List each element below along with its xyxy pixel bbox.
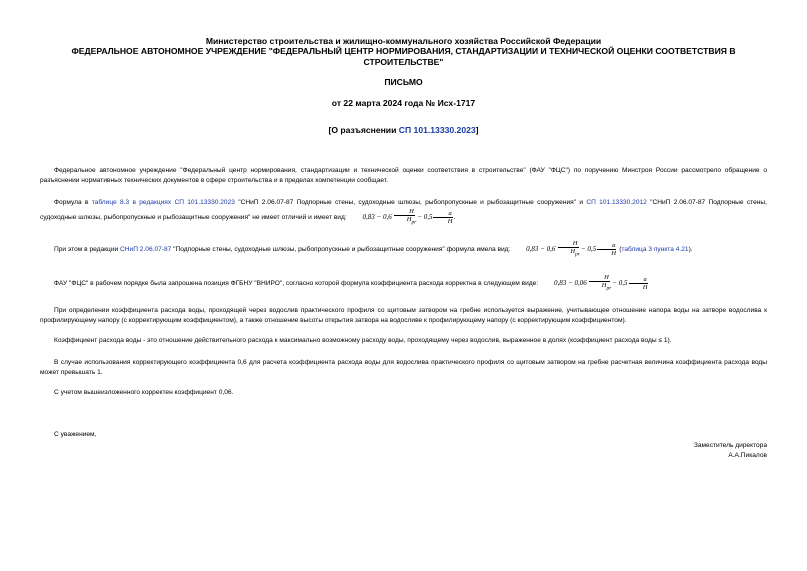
fraction: [629, 276, 648, 291]
fraction: [433, 210, 452, 225]
paragraph-case: В случае использования корректирующего коэффициента 0,6 для расчета коэффициента расхода воды для водослива практического профиля со щитовым затвором на гребне расчетная величина коэффициента расхода воды может превышать 1.: [40, 359, 767, 376]
formula-term: − 0,5: [417, 212, 433, 221]
fraction-numerator: a: [629, 276, 648, 284]
signatory-name: А.А.Пикалов: [728, 452, 767, 459]
fraction-numerator: H: [589, 274, 610, 282]
paragraph-intro: Федеральное автономное учреждение "Федеральный центр нормирования, стандартизации и технической оценки соответствия в строительстве" (ФАУ "ФЦС") по поручению Минстроя России рассмотрело обращение о разъяснении нормативных технических документов в сфере строительства и в пределах компетенции сообщает.: [40, 167, 767, 184]
denominator-subscript: pr: [411, 219, 417, 226]
denominator-subscript: pr: [575, 251, 580, 258]
fraction-numerator: a: [597, 242, 616, 250]
fraction: [393, 208, 417, 226]
ministry-name: Министерство строительства и жилищно-коммунального хозяйства Российской Федерации: [205, 36, 602, 46]
formula-current: [349, 208, 454, 226]
denominator-symbol: H: [406, 216, 412, 223]
link-snip[interactable]: СНиП 2.06.07-87: [120, 245, 172, 253]
formula-term: − 0,5: [580, 244, 597, 253]
paragraph-conclusion: С учетом вышеизложенного корректен коэффициент 0,06.: [54, 389, 234, 396]
fraction-denominator: [393, 216, 417, 226]
fraction-denominator: H: [642, 283, 648, 291]
subject-link[interactable]: СП 101.13330.2023: [398, 125, 476, 135]
document-subject: [40, 125, 767, 136]
denominator-symbol: H: [601, 282, 607, 289]
denominator-subscript: pr: [606, 285, 612, 292]
document-type: ПИСЬМО: [384, 77, 423, 87]
formula-term: 0,83 − 0,6: [362, 212, 392, 221]
formula-old: [512, 240, 617, 258]
fraction-denominator: [588, 282, 612, 292]
p3-text-a: При этом в редакции: [54, 245, 121, 253]
document-date-number: от 22 марта 2024 года № Исх-1717: [331, 98, 476, 108]
link-sp-2012[interactable]: СП 101.13330.2012: [586, 199, 647, 206]
signatory-title: Заместитель директора: [693, 442, 767, 449]
subject-suffix: ]: [475, 125, 479, 135]
paragraph-formula-old: [40, 240, 767, 258]
agency-name: ФЕДЕРАЛЬНОЕ АВТОНОМНОЕ УЧРЕЖДЕНИЕ "ФЕДЕРАЛЬНЫЙ ЦЕНТР НОРМИРОВАНИЯ, СТАНДАРТИЗАЦИИ И ТЕХНИЧЕСКОЙ ОЦЕНКИ СООТВЕТСТВИЯ В СТРОИТЕЛЬСТВЕ": [71, 46, 736, 67]
subject-prefix: [О разъяснении: [328, 125, 399, 135]
fraction: [588, 274, 612, 292]
paragraph-vniro: [40, 274, 767, 292]
p2-text-b: "СНиП 2.06.07-87 Подпорные стены, судоходные шлюзы, рыбопропускные и рыбозащитные сооружения" и: [234, 199, 587, 206]
p2-end: .: [453, 213, 456, 221]
fraction: [556, 240, 580, 258]
p2-text-a: Формула в: [54, 199, 92, 206]
fraction: [597, 242, 616, 257]
formula-term: 0,83 − 0,06: [554, 278, 587, 287]
p4-text: ФАУ "ФЦС" в рабочем порядке была запрошена позиция ФГБНУ "ВНИРО", согласно которой формула коэффициента расхода корректна в следующем виде:: [54, 279, 541, 287]
p2-text-c: "СНиП 2.06.07-87 Подпорные стены, судоходные шлюзы, рыбопропускные и рыбозащитные сооружения" не имеет отличий и имеет вид:: [40, 199, 767, 221]
fraction-numerator: H: [394, 208, 415, 216]
paragraph-calculation: При определении коэффициента расхода воды, проходящей через водослив практического профиля со щитовым затвором на гребне используется выражение, учитывающее отношение напора воды на затворе водослива к профилирующему напору (с корректирующим коэффициентом), а также отношение высоты открытия затвора на водосливе к профилирующему напору (с корректирующим коэффициентом).: [40, 307, 767, 324]
paragraph-formula-current: [40, 198, 767, 226]
link-table-8-3[interactable]: таблице 8.3 в редакциях СП 101.13330.2023: [91, 199, 235, 206]
p3-text-c: (: [617, 245, 622, 253]
fraction-denominator: H: [447, 217, 453, 225]
formula-term: − 0,5: [612, 278, 628, 287]
paragraph-definition: Коэффициент расхода воды - это отношение действительного расхода к максимально возможному расходу воды, проходящему через водослив, выраженное в долях (коэффициент расхода воды ≤ 1).: [54, 337, 672, 344]
link-table-3[interactable]: таблица 3 пункта 4.21: [621, 245, 689, 253]
p3-text-d: ).: [688, 245, 693, 253]
p3-text-b: "Подпорные стены, судоходные шлюзы, рыбопропускные и рыбозащитные сооружения" формула имела вид:: [171, 245, 513, 253]
formula-term: 0,83 − 0,6: [526, 244, 556, 253]
fraction-numerator: H: [558, 240, 579, 248]
fraction-denominator: [556, 248, 580, 258]
fraction-numerator: a: [433, 210, 452, 218]
closing-phrase: С уважением,: [54, 431, 97, 438]
denominator-symbol: H: [570, 248, 576, 255]
formula-corrected: [540, 274, 649, 292]
fraction-denominator: H: [611, 249, 617, 257]
